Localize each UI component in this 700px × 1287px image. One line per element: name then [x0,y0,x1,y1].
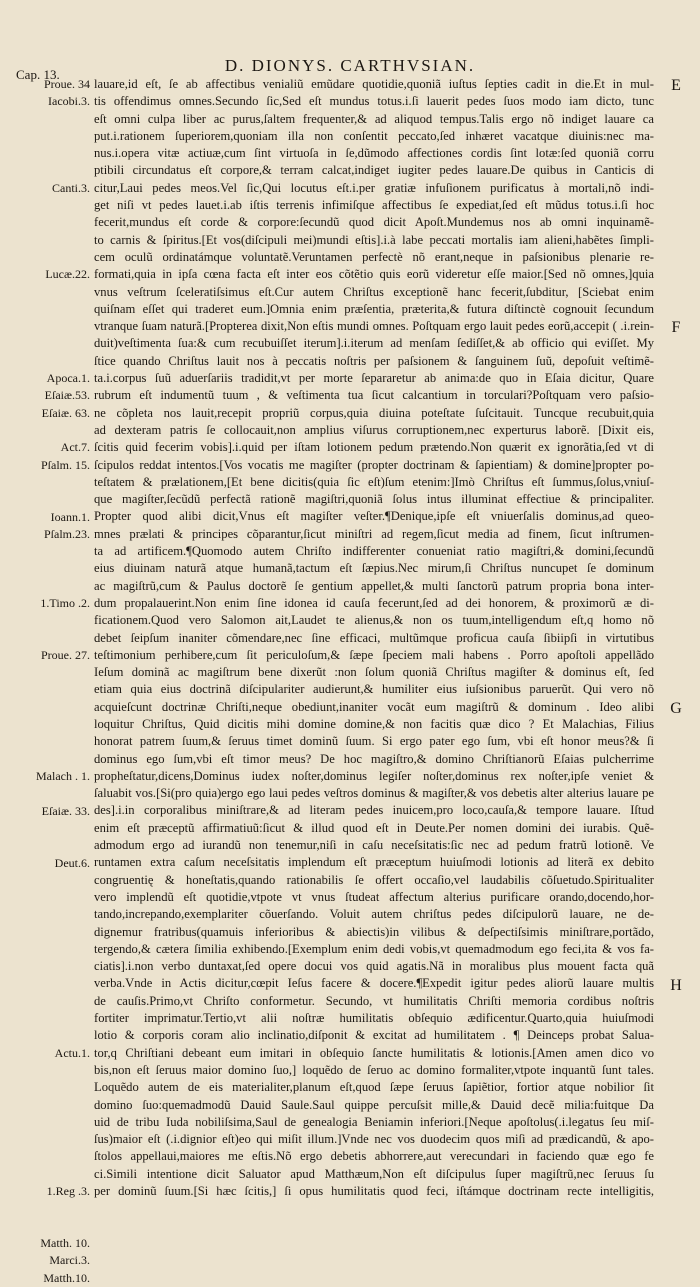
text-line: cem oculũ ordinatámque voluntatẽ.Veruntamen perfectè nõ erant,neque in paſsionibus plenarie re- [94,249,654,264]
running-head: D. DIONYS. CARTHVSIAN. [224,56,476,75]
text-line: rubrum eſt indumentũ tuum , & veſtimenta tua ſicut calcantium in torculari?Poſtquam vero paſsio- [94,388,654,403]
margin-reference: Pſalm.23. [43,526,90,541]
text-line: mnes prælati & principes cõparantur,ſicut miniſtri ad regem,ſicut media ad finem, ſicut inſtrumen- [94,526,654,541]
margin-reference: Matth. 10. [40,1236,90,1251]
section-letter: F [671,319,681,337]
text-line: dignemur fratribus(quamuis inferioribus & abiectis)in vilibus & deſpectiſsimis miniſtrare,portãdo, [94,924,654,939]
text-line: dominus ego ſum,vbi eſt timor meus? De hoc magiſtro,& domino Chriſtianorũ Eſaias pulcherrime [94,751,654,766]
text-line: tor,q Chriſtiani debeant eum imitari in obſequio ſancte humilitatis & lotionis.[Amen amen dico vo [94,1045,654,1060]
margin-reference: Matth.10. [43,1270,90,1285]
text-line: per dominũ ſuum.[Si hæc ſcitis,] ſi opus humilitatis quod feci, iſtámque doctrinam recte intelligitis, [94,1184,654,1198]
text-line: tando,increpando,exemplariter cõuerſando. Voluit autem chriſtus pedes diſcipulorũ lauare, ne de- [94,907,654,922]
margin-reference: Ioann.1. [50,509,90,524]
text-line: admodum ergo ad iurandũ non tenemur,niſi in caſu neceſsitatis:ſic nec ad pedum fratrũ lotionẽ. Ve [94,838,654,853]
margin-reference: Apoca.1. [46,371,90,386]
text-line: ſcitis quid fecerim vobis].i.quid per iſtam lotionem pedum prætendo.Non quærit ex ignorãtia,ſed vt di [94,440,654,455]
text-line: duit)veſtimenta ſua:& cum recubuiſſet iterum].i.iterum ad menſam ſediſſet,& ab officio qui eviſſet. My [94,336,654,351]
text-line: acquieſcunt doctrinæ Chriſti,neque obediunt,inaniter vocãt eum magiſtrũ & dominum . Ideo alibi [94,699,654,714]
margin-references [0,76,92,1285]
text-line: ne cõpleta nos lauit,recepit propriũ corpus,quia diuina poteſtate ſuſcitauit. Tuncque recubuit,quia [94,405,654,420]
text-line: eius diuinam naturã atque humanã,tactum eſt ſæpius.Nec mirum,ſi Chriſtus nuncupet ſe dominum [94,561,654,576]
text-line: Ieſum dominã ac magiſtrum bene dixerũt :non ſolum quoniã Chriſtus magiſter & dominus eſt, ſed [94,665,654,680]
margin-reference: Eſaiæ. 63. [41,405,90,420]
chapter-marker: Cap. 13. [16,67,60,82]
text-line: ſaluabit vos.[Si(pro quia)ergo ego laui pedes veſtros dominus & magiſter,& vos debetis alter alterius lauare pe [94,786,654,801]
text-line: ad dexteram patris ſe collocauit,non amplius viſurus corruptionem,nec experturus laborẽ. [Dixit eis, [94,422,654,437]
text-line: teſtatem & prælationem,[Et bene dicitis(quia ſic eſt)ſum etenim:]Imò Chriſtus eſt ſummus,ſolus,vniuſ- [94,474,654,489]
text-line: propheſtatur,dicens,Dominus iudex noſter,dominus legiſer noſter,dominus rex noſter,ipſe veniet & [94,768,654,783]
margin-reference: Pſalm. 15. [40,457,90,472]
text-line: get niſi vt pedes lauet.i.ab iſtis terrenis infimiſque affectibus ſe expediat,ſed eſt mũdus totus.i.ſi hoc [94,198,654,213]
margin-reference: Actu.1. [54,1045,90,1060]
margin-reference: Eſaiæ. 33. [41,803,90,818]
text-line: tergendo,& cætera ſimilia exhibendo.[Exemplum enim dedi vobis,vt quemadmodum ego feci,ita & vos fa- [94,941,654,956]
text-line: ficationem.Quod vero Salomon ait,Laudet te alienus,& non os tuum,intelligendum eſt,q homo nõ [94,613,654,628]
text-line: vtranque ſuam naturã.[Propterea dixit,Non eſtis mundi omnes. Poſtquam ergo lauit pedes eorũ,accepit ( .i.rein- [94,319,654,334]
text-line: ſus)maior eſt (.i.dignior eſt)eo qui miſit illum.]Vnde nec vos duodecim quos miſi ad prædicandũ, & apo- [94,1132,654,1147]
margin-reference: Act.7. [60,440,90,455]
text-line: de cauſis.Primo,vt Chriſto conformetur. Secundo, vt humilitatis Chriſti memoria cordibus noſtris [94,993,654,1008]
text-line: Loquẽdo autem de eis materialiter,planum eſt,quod ſæpe ſeruus ſapiẽtior, fortior atque nobilior ſit [94,1080,654,1095]
text-line: runtamen extra caſum neceſsitatis implendum eſt præceptum huiuſmodi lotionis ad literã ex debito [94,855,654,870]
text-line: lotio & corporis coram alio inclinatio,diſponit & excitat ad humilitatem . ¶ Deinceps probat Salua- [94,1028,654,1043]
margin-reference: Iacobi.3. [48,94,90,109]
margin-reference: Deut.6. [54,855,90,870]
text-line: enim eſt præceptũ affirmatiuũ:ſicut & illud quod eſt in Deute.Per nomen domini dei iurabis. Quẽ- [94,820,654,835]
margin-reference: 1.Reg .3. [46,1184,90,1199]
section-letter: G [670,699,682,717]
text-line: tis offendimus omnes.Secundo ſic,Sed eſt mundus totus.i.ſi lauerit pedes ſuos modo iam dicto, tunc [94,94,654,109]
text-line: des].i.in corporalibus miniſtrare,& ad literam pedes inuicem,pro loco,cauſa,& tempore lauare. Iſtud [94,803,654,818]
text-line: vero implendũ eſt quotidie,vtpote vt vnus ſtudeat affectum alterius purificare orando,docendo,hor- [94,889,654,904]
text-line: citur,Laui pedes meos.Vel ſic,Qui locutus eſt.i.per gratiæ infuſionem purificatus à mortali,nõ indi- [94,180,654,195]
text-line: ſtice quando Chriſtus lauit nos à peccatis noſtris per paſsionem & ſanguinem ſuũ, depoſuit veſtimẽ- [94,353,654,368]
text-line: debet ſeipſum inaniter cõmendare,nec ſine efficaci, multũmque proficua cauſa ſibiipſi in virtutibus [94,630,654,645]
text-line: teſtimonium perhibere,cum ſit periculoſum,& ſæpe ſpeciem mali habens . Porro apoſtoli appellãdo [94,647,654,662]
section-letters [660,76,696,1081]
text-line: Propter quod alibi dicit,Vnus eſt magiſter veſter.¶Denique,ipſe eſt vniuerſalis dominus,ad queo- [94,509,654,524]
text-line: congruentię & honeſtatis,quando rationabilis ſe offert occaſio,vel laudabilis cõſuetudo.Spiritualiter [94,872,654,887]
text-line: put.i.rationem ſuperiorem,quoniam illa non conſentit peccato,ſed inhæret vacatque diuinis:nec ma- [94,128,654,143]
text-line: ta.i.corpus ſuũ aduerſariis tradidit,vt per morte ſepararetur ab anima:de quo in Eſaia dicitur, Quare [94,371,654,386]
text-line: ciatis].i.non verbo duntaxat,ſed opere docui vos quid agatis.Nã in moralibus plus mouent facta quã [94,959,654,974]
text-line: verba.Vnde in Actis dicitur,cœpit Ieſus facere & docere.¶Expedit igitur pedes aliorũ lauare multis [94,976,654,991]
text-line: loquitur Chriſtus, Quid dicitis mihi domine domine,& non facitis quæ dico ? Et Malachias, Filius [94,716,654,731]
text-line: eſt omni culpa liber ac purus,ſaltem frequenter,& ad aliquod tempus.Talis ergo nõ indiget lauare ca [94,111,654,126]
text-line: ſtolos appellaui,maiores me eſtis.Nõ ergo debetis abhorrere,aut verecundari in faciendo quæ ego fe [94,1149,654,1164]
section-letter: E [671,77,681,94]
text-line: vnus veſtrum ſceleratiſsimus eſt.Cur autem Chriſtus exceptionẽ hanc fecerit,ſubditur, [Sciebat enim [94,284,654,299]
text-line: bis,non eſt ſeruus maior domino ſuo,] loquẽdo de ſeruo ac domino formaliter,vtpote inquantũ ſunt tales. [94,1062,654,1077]
text-line: formati,quia in ipſa cœna facta eſt inter eos cõtẽtio quis eorũ videretur eſſe maior.[Sed nõ omnes,]quia [94,267,654,282]
text-line: domino ſuo:quemadmodũ Dauid Saule.Saul quippe percuſsit mille,& Dauid decẽ milia:fuitque Da [94,1097,654,1112]
text-line: fecerit,mundus eſt corde & corpore:ſecundũ quod dicit Apoſt.Mundemus nos ab omni inquinamẽ- [94,215,654,230]
text-line: que magiſter,ſecũdũ perfectã rationẽ magiſtri,quoniã ſolus intus illuminat effectiue & principaliter. [94,492,654,507]
text-line: lauare,id eſt, ſe ab affectibus venialiũ emũdare quotidie,quoniã iuſtus ſepties cadit in die.Et in mul- [94,77,654,91]
text-line: to carnis & ſpiritus.[Et vos(diſcipuli mei)mundi eſtis].i.à labe peccati mortalis iam alieni,habẽtes ſimpli- [94,232,654,247]
text-line: uid de tribu Iuda nobiliſsima,Saul de genealogia Beniamin inferiori.[Neque apoſtolus(.i.legatus ſeu miſ- [94,1114,654,1129]
text-line: ptibili circundatus eſt corpore,& terram calcat,indiget iugiter pedes lauare.De quibus in Canticis di [94,163,654,178]
margin-reference: Lucæ.22. [45,267,90,282]
margin-reference: Canti.3. [52,180,90,195]
margin-reference: Marci.3. [49,1253,90,1268]
text-line: ta ad artificem.¶Quomodo autem Chriſto indifferenter conueniat ratio magiſtri,& domini,ſecundũ [94,544,654,559]
text-line: ci.Simili intentione dicit Saluator apud Matthæum,Non eſt diſcipulus ſuper magiſtrũ,nec ſeruus ſu [94,1166,654,1181]
margin-reference: Proue. 34 [44,77,90,91]
margin-reference: Malach . 1. [36,769,90,783]
text-line: dum propalauerint.Non enim ſine idonea id cauſa fecerunt,ſed ad dei honorem, & proximorũ æ di- [94,595,654,610]
text-line: etiam quia eius doctrinã diſcipulariter audierunt,& humiliter eius iuſsionibus paruerũt. Qui vero nõ [94,682,654,697]
text-line: nus.i.opera vitæ actiuæ,cum ſint virtuoſa in ſe,dũmodo affectiones cordis ſint lotæ:ſed quoniã corru [94,146,654,161]
text-line: quiſnam eſſet qui traderet eum.]Omnia enim præſentia, præterita,& futura diſtinctè cognouit ſecundum [94,301,654,316]
main-text-column [94,76,654,1198]
text-line: fortiter imprimatur.Tertio,vt alii noſtræ humilitatis obſequio ædificentur.Quarto,quia huiuſmodi [94,1011,654,1026]
margin-reference: Proue. 27. [41,647,90,662]
margin-reference: Eſaiæ.53. [44,388,90,403]
text-line: ac magiſtrũ,cum & Paulus doctorẽ ſe gentium appellet,& multi ſanctorũ patrum propria bona inter- [94,578,654,593]
text-line: ſcipulos reddat intentos.[Vos vocatis me magiſter (propter doctrinam & ſapientiam) & domine]propter po- [94,457,654,472]
section-letter: H [670,976,682,994]
text-line: honorat patrem ſuum,& ſeruus timet dominũ ſuum. Si ergo pater ego ſum, vbi eſt honor meus?& ſi [94,734,654,749]
margin-reference: 1.Timo .2. [40,596,90,610]
